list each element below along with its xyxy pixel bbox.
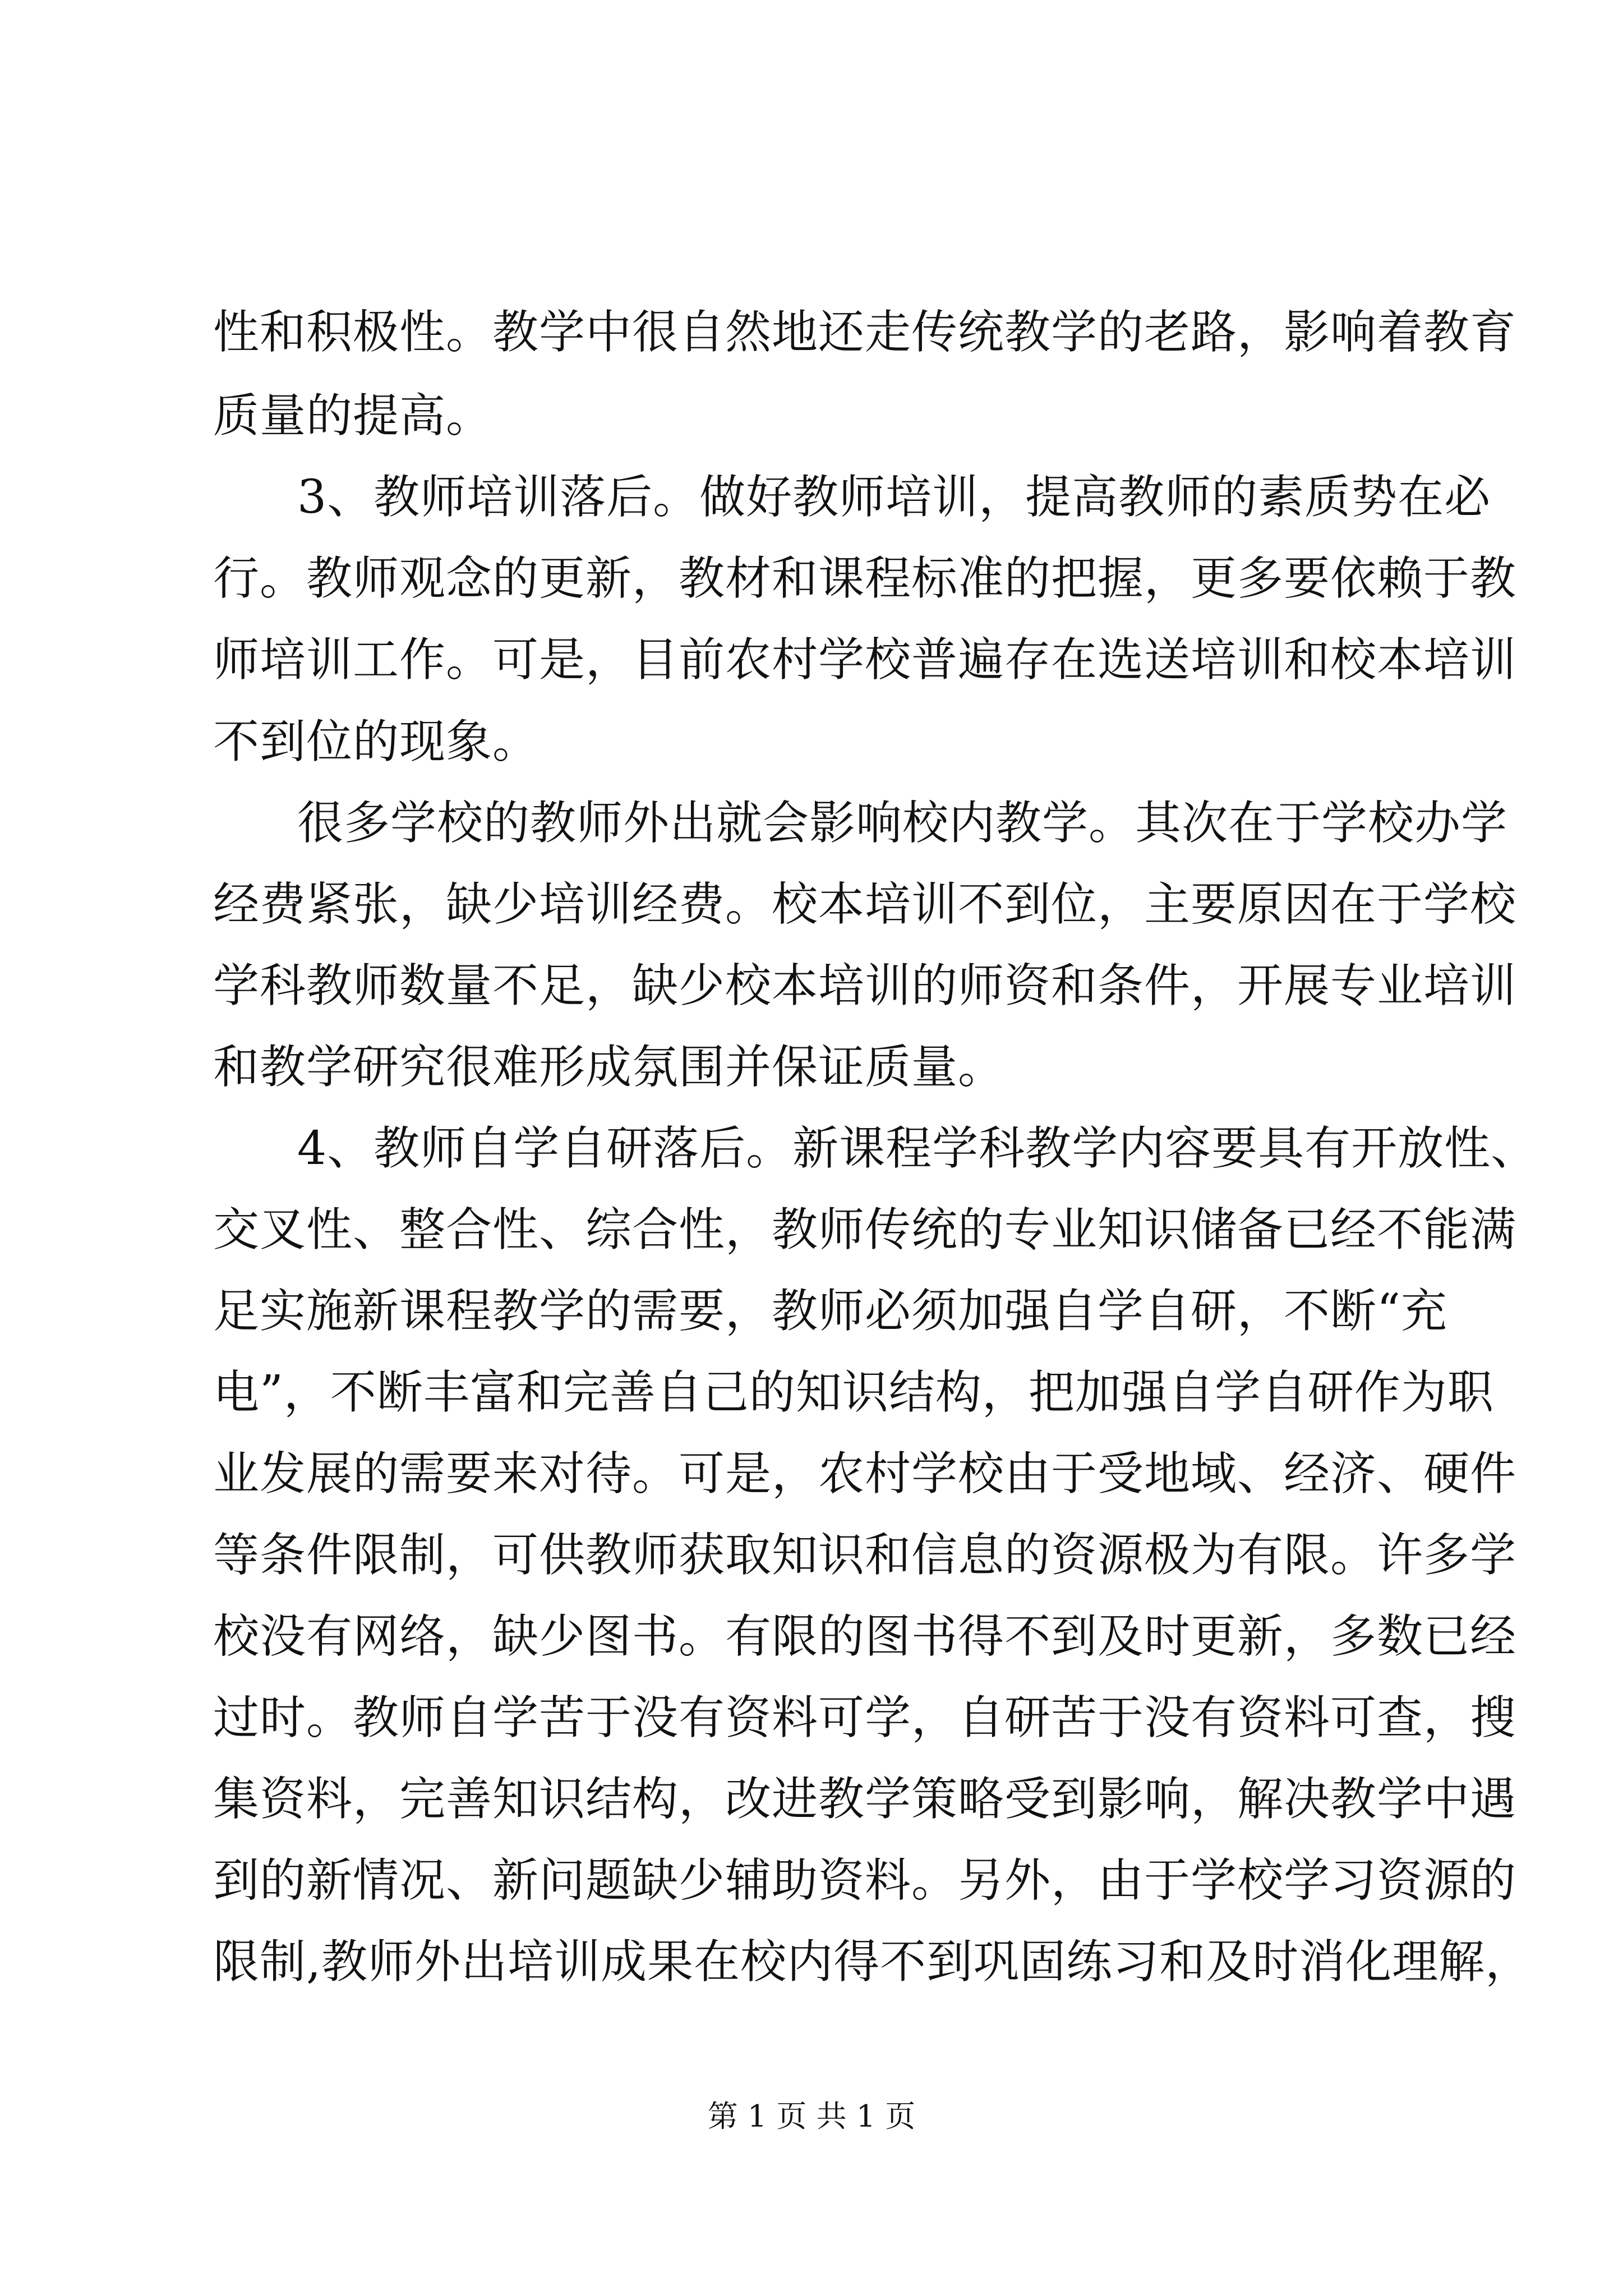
text-line-12: 交叉性、整合性、综合性，教师传统的专业知识储备已经不能满	[213, 1203, 1517, 1257]
text-line-8: 经费紧张，缺少培训经费。校本培训不到位，主要原因在于学校	[213, 878, 1517, 931]
text-line-3: 3、教师培训落后。做好教师培训，提高教师的素质势在必	[297, 471, 1491, 524]
text-line-2: 质量的提高。	[213, 389, 493, 443]
text-line-10: 和教学研究很难形成氛围并保证质量。	[213, 1041, 1005, 1094]
text-line-19: 集资料，完善知识结构，改进教学策略受到影响，解决教学中遇	[213, 1773, 1517, 1826]
text-line-14: 电”，不断丰富和完善自己的知识结构，把加强自学自研作为职	[213, 1366, 1494, 1419]
text-line-13: 足实施新课程教学的需要，教师必须加强自学自研，不断“充	[213, 1285, 1447, 1338]
text-line-15: 业发展的需要来对待。可是，农村学校由于受地域、经济、硬件	[213, 1447, 1517, 1501]
text-line-18: 过时。教师自学苦于没有资料可学，自研苦于没有资料可查，搜	[213, 1691, 1517, 1745]
text-line-20: 到的新情况、新问题缺少辅助资料。另外，由于学校学习资源的	[213, 1854, 1517, 1907]
text-line-5: 师培训工作。可是，目前农村学校普遍存在选送培训和校本培训	[213, 633, 1517, 687]
text-line-17: 校没有网络，缺少图书。有限的图书得不到及时更新，多数已经	[213, 1610, 1517, 1663]
text-line-6: 不到位的现象。	[213, 715, 540, 769]
text-line-1: 性和积极性。教学中很自然地还走传统教学的老路，影响着教育	[213, 306, 1517, 359]
page-number-footer: 第 1 页 共 1 页	[707, 2099, 916, 2134]
text-line-11: 4、教师自学自研落后。新课程学科教学内容要具有开放性、	[297, 1122, 1538, 1175]
text-line-21: 限制,教师外出培训成果在校内得不到巩固练习和及时消化理解，	[213, 1935, 1532, 1989]
text-line-4: 行。教师观念的更新，教材和课程标准的把握，更多要依赖于教	[213, 552, 1517, 605]
text-line-9: 学科教师数量不足，缺少校本培训的师资和条件，开展专业培训	[213, 959, 1517, 1013]
text-line-7: 很多学校的教师外出就会影响校内教学。其次在于学校办学	[297, 797, 1508, 850]
text-line-16: 等条件限制，可供教师获取知识和信息的资源极为有限。许多学	[213, 1529, 1517, 1582]
